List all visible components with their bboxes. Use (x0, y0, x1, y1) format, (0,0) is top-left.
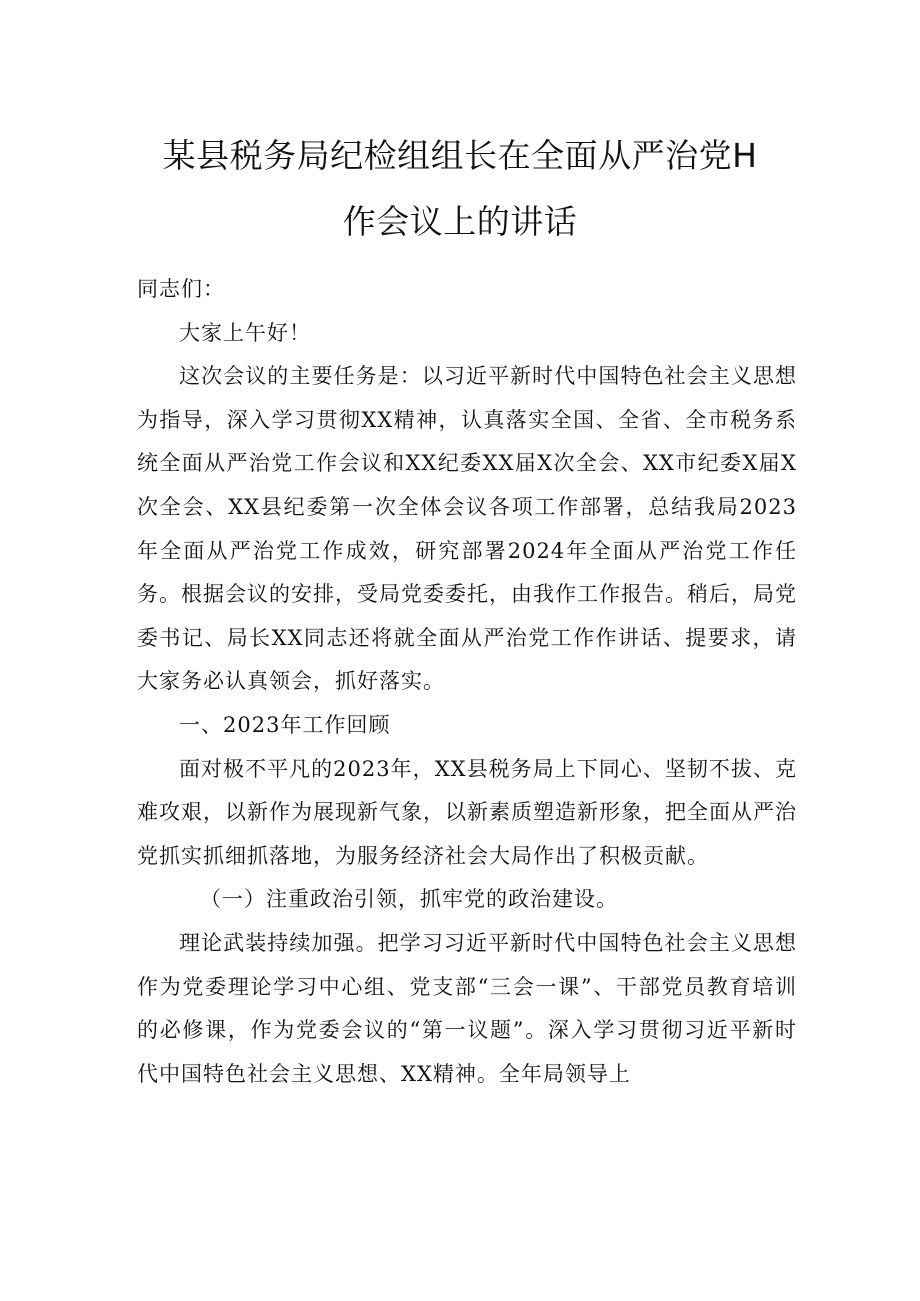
section-heading: 一、2023年工作回顾 (179, 712, 391, 737)
body-paragraph: 这次会议的主要任务是：以习近平新时代中国特色社会主义思想为指导，深入学习贯彻XX精神，认真落实全国、全省、全市税务系统全面从严治党工作会议和XX纪委XX届X次全会、XX市纪委X届X次全会、XX县纪委第一次全体会议各项工作部署，总结我局2023年全面从严治党工作成效，研究部署2024年全面从严治党工作任务。根据会议的安排，受局党委委托，由我作工作报告。稍后，局党委书记、局长XX同志还将就全面从严治党工作作讲话、提要求，请大家务必认真领会，抓好落实。 (137, 364, 797, 694)
document-body (137, 268, 797, 1096)
salutation: 同志们： (137, 277, 225, 301)
subsection-heading: （一）注重政治引领，抓牢党的政治建设。 (200, 887, 618, 912)
body-paragraph: 理论武装持续加强。把学习习近平新时代中国特色社会主义思想作为党委理论学习中心组、党支部“三会一课”、干部党员教育培训的必修课，作为党委会议的“第一议题”。深入学习贯彻习近平新时代中国特色社会主义思想、XX精神。全年局领导上 (137, 930, 797, 1086)
document-title-line-2: 作会议上的讲话 (342, 202, 578, 241)
greeting: 大家上午好！ (179, 320, 311, 345)
document-title-line-1: 某县税务局纪检组组长在全面从严治党H (162, 136, 758, 175)
body-paragraph: 面对极不平凡的2023年，XX县税务局上下同心、坚韧不拔、克难攻艰，以新作为展现新气象，以新素质塑造新形象，把全面从严治党抓实抓细抓落地，为服务经济社会大局作出了积极贡献。 (137, 756, 797, 868)
